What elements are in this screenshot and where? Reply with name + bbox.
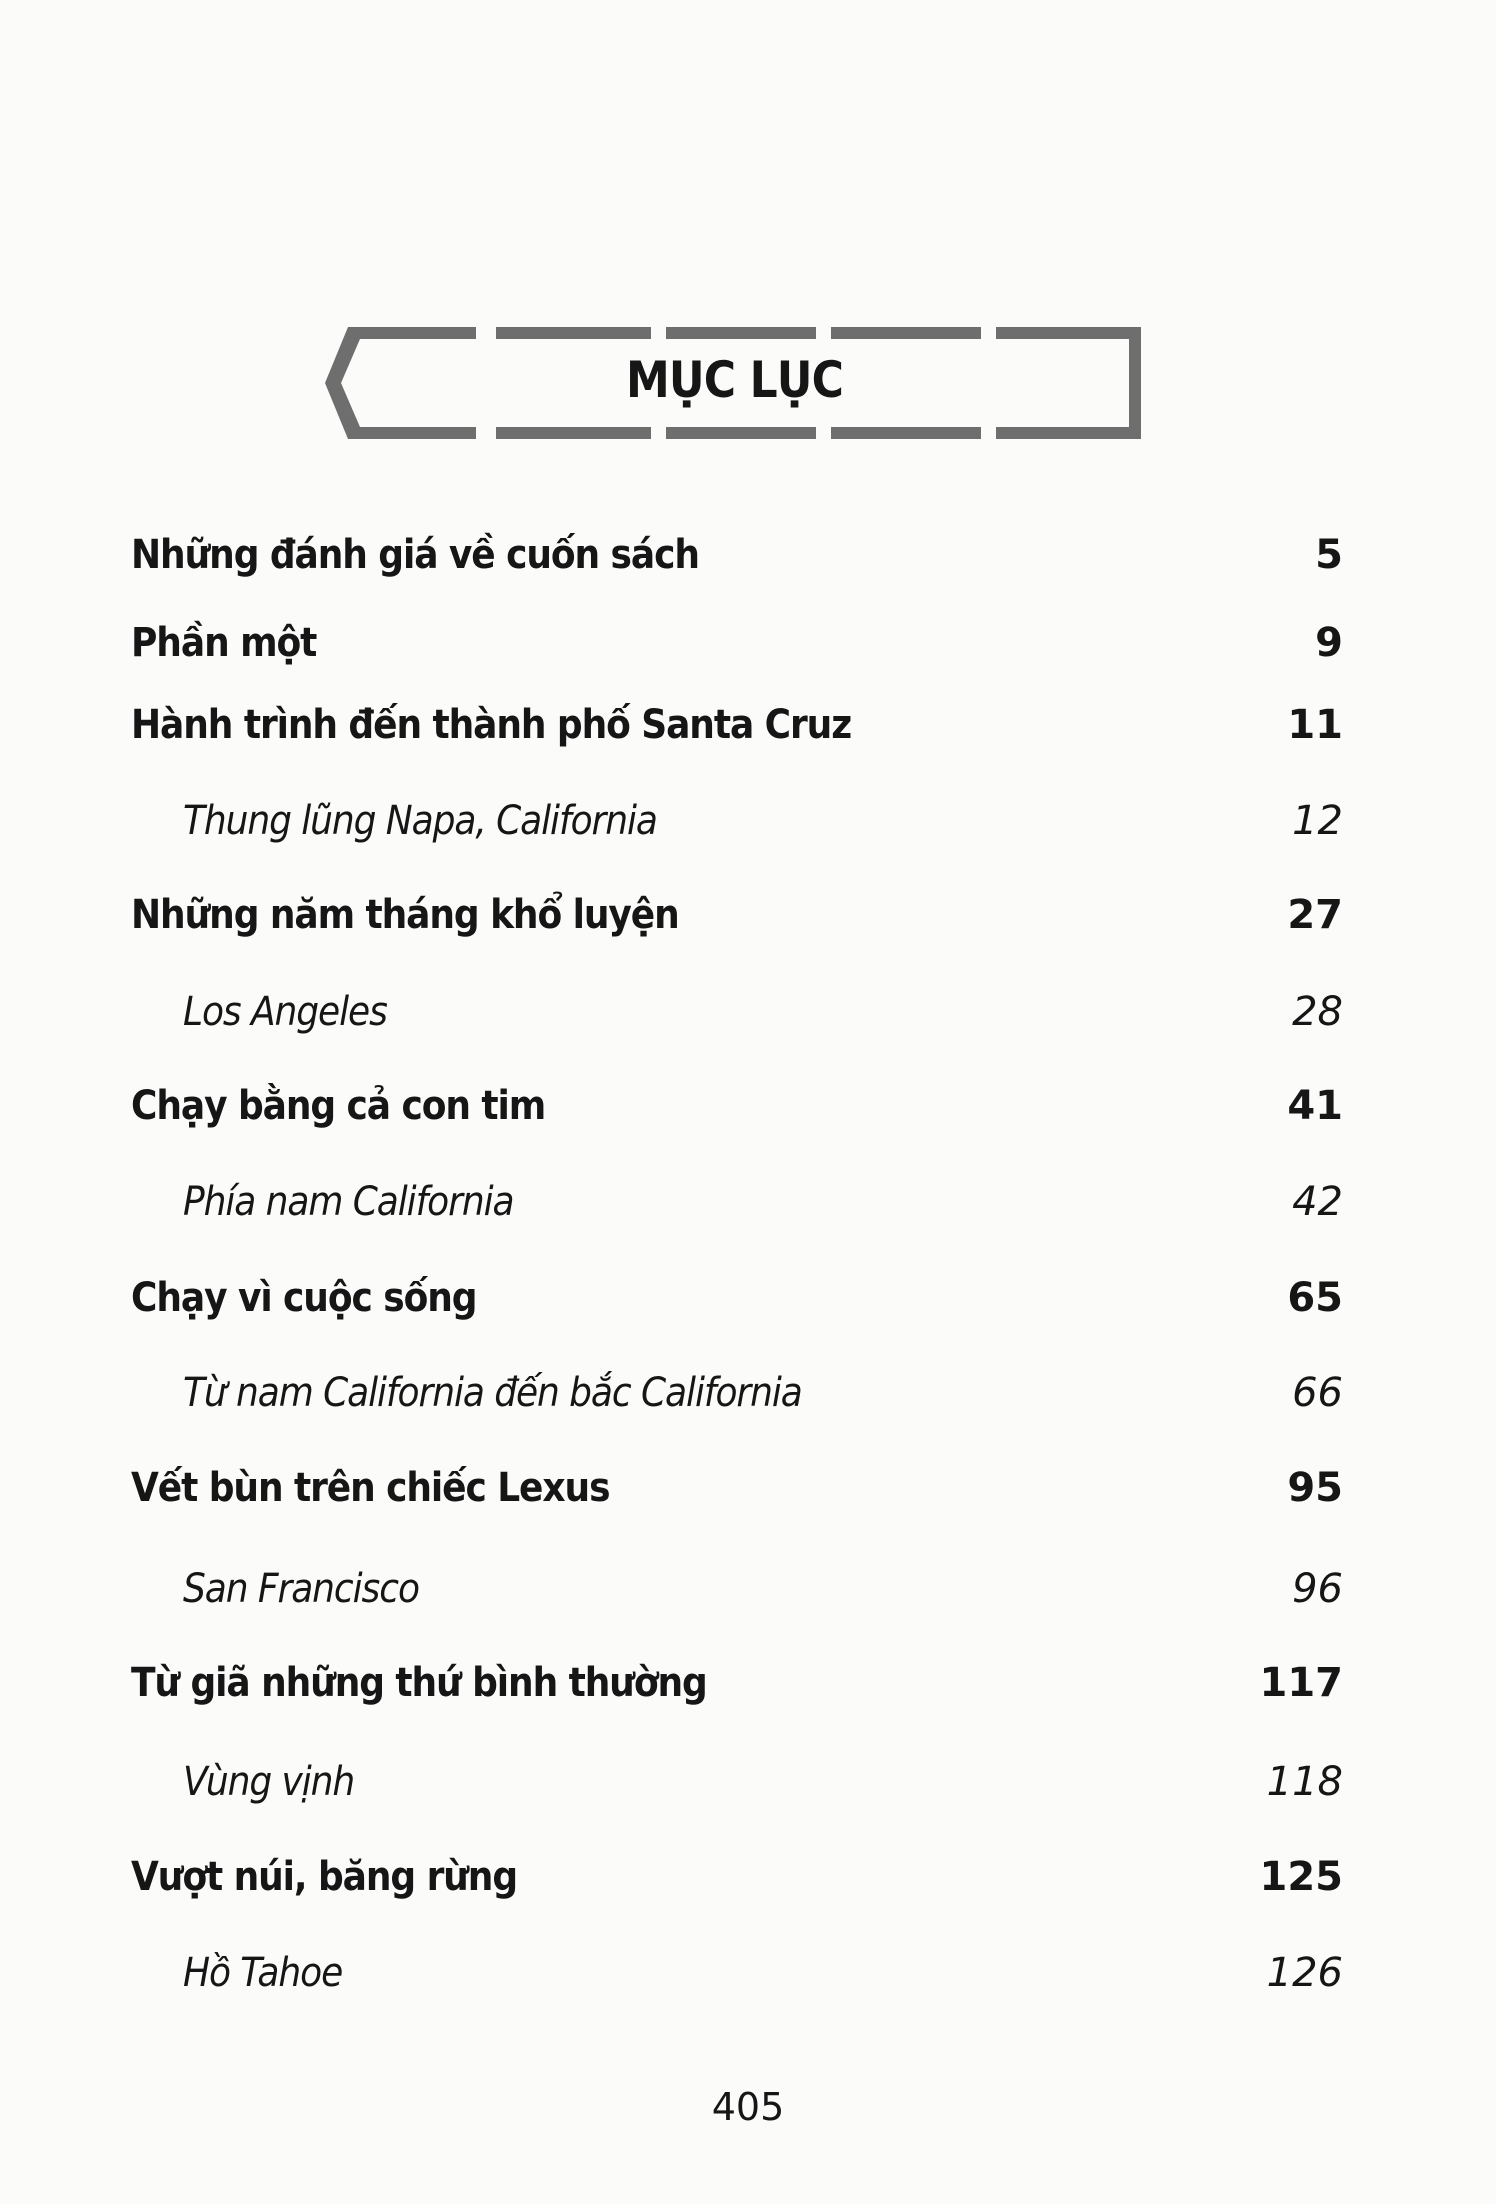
toc-entry-page: 125 xyxy=(1259,1854,1343,1900)
toc-entry-title: Vết bùn trên chiếc Lexus xyxy=(131,1465,610,1511)
toc-entry xyxy=(0,1660,1496,1720)
toc-entry xyxy=(0,1854,1496,1914)
toc-entry-page: 65 xyxy=(1287,1275,1343,1321)
toc-entry-page: 117 xyxy=(1259,1660,1343,1706)
toc-entry-title: Vượt núi, băng rừng xyxy=(131,1854,518,1900)
toc-entry-page: 12 xyxy=(1292,798,1343,844)
toc-entry xyxy=(0,1465,1496,1525)
toc-entry-page: 28 xyxy=(1292,989,1343,1035)
toc-entry xyxy=(0,1275,1496,1335)
toc-entry-page: 66 xyxy=(1292,1370,1343,1416)
toc-entry-title: Chạy vì cuộc sống xyxy=(131,1275,477,1321)
toc-entry-page: 9 xyxy=(1315,620,1343,666)
toc-entry-page: 27 xyxy=(1287,892,1343,938)
page-number: 405 xyxy=(711,2085,785,2129)
toc-entry-title: Những đánh giá về cuốn sách xyxy=(131,532,699,578)
page-title: MỤC LỤC xyxy=(625,351,844,409)
toc-entry-page: 126 xyxy=(1266,1950,1343,1996)
toc-entry xyxy=(0,989,1496,1049)
toc-entry-title: San Francisco xyxy=(183,1566,419,1612)
toc-entry-page: 41 xyxy=(1287,1083,1343,1129)
toc-entry-page: 96 xyxy=(1292,1566,1343,1612)
toc-entry xyxy=(0,1179,1496,1239)
toc-entry-title: Chạy bằng cả con tim xyxy=(131,1083,546,1129)
toc-entry xyxy=(0,798,1496,858)
toc-entry xyxy=(0,1566,1496,1626)
toc-entry-title: Vùng vịnh xyxy=(183,1759,355,1805)
toc-entry-title: Phần một xyxy=(131,620,317,666)
toc-entry-page: 11 xyxy=(1287,702,1343,748)
toc-entry-page: 5 xyxy=(1315,532,1343,578)
toc-entry xyxy=(0,532,1496,592)
toc-entry xyxy=(0,1083,1496,1143)
toc-entry xyxy=(0,1950,1496,2010)
toc-entry xyxy=(0,620,1496,680)
toc-entry xyxy=(0,1759,1496,1819)
toc-entry-page: 118 xyxy=(1266,1759,1343,1805)
toc-entry-title: Hồ Tahoe xyxy=(183,1950,343,1996)
toc-entry-title: Hành trình đến thành phố Santa Cruz xyxy=(131,702,852,748)
toc-entry-title: Từ nam California đến bắc California xyxy=(183,1370,802,1416)
toc-entry xyxy=(0,702,1496,762)
toc-entry-title: Những năm tháng khổ luyện xyxy=(131,892,679,938)
toc-title-banner xyxy=(323,323,1146,443)
toc-entry-page: 95 xyxy=(1287,1465,1343,1511)
toc-entry xyxy=(0,892,1496,952)
toc-entry-title: Phía nam California xyxy=(183,1179,514,1225)
toc-entry-title: Los Angeles xyxy=(183,989,387,1035)
toc-entry-title: Thung lũng Napa, California xyxy=(183,798,657,844)
toc-entry-title: Từ giã những thứ bình thường xyxy=(131,1660,707,1706)
toc-entry xyxy=(0,1370,1496,1430)
toc-entry-page: 42 xyxy=(1292,1179,1343,1225)
